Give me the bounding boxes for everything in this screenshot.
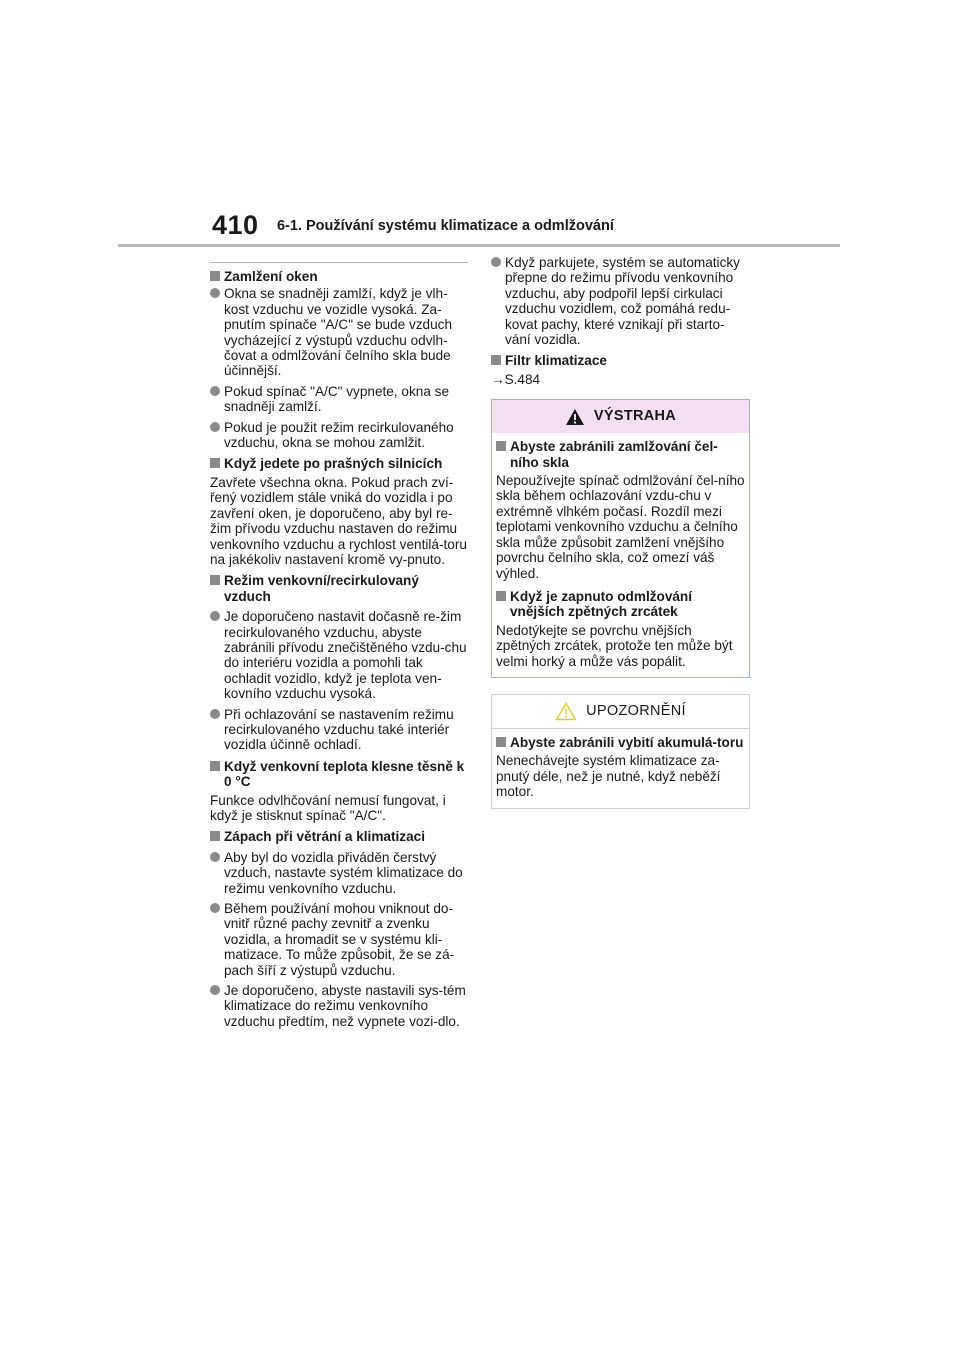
right-column	[491, 255, 750, 809]
page-number: 410	[212, 210, 259, 240]
list-item-text: Aby byl do vozidla přiváděn čerstvý vzduch, nastavte systém klimatizace do režimu venkovního vzduchu.	[224, 849, 463, 896]
square-bullet-icon	[496, 591, 506, 601]
square-bullet-icon	[496, 737, 506, 747]
list-item	[210, 609, 468, 701]
list-item-text: Je doporučeno, abyste nastavili sys-tém klimatizace do režimu venkovního vzduchu předtím, než vypnete vozi-dlo.	[224, 983, 466, 1029]
warning-heading	[496, 439, 745, 470]
section-heading	[210, 456, 468, 471]
heading-text: Filtr klimatizace	[505, 353, 607, 369]
paragraph: Funkce odvlhčování nemusí fungovat, i když je stisknut spínač "A/C".	[210, 792, 446, 823]
square-bullet-icon	[210, 575, 220, 585]
square-bullet-icon	[210, 761, 220, 771]
heading-text: Zápach při větrání a klimatizaci	[224, 829, 425, 845]
list-item-text: Pokud spínač "A/C" vypnete, okna se snadněji zamlží.	[224, 383, 450, 415]
list-item-text: Je doporučeno nastavit dočasně re-žim recirkulovaného vzduchu, abyste zabránili přívodu znečištěného vzdu-chu do interiéru vozidla a pomohli tak ochladit vozidlo, když je teplota ven-kovního vzduchu vysoká.	[224, 609, 467, 702]
list-item	[210, 707, 468, 753]
warning-triangle-icon	[565, 408, 585, 426]
section-heading	[210, 759, 468, 790]
round-bullet-icon	[491, 257, 501, 267]
list-item-text: Okna se snadněji zamlží, když je vlh-kost vzduchu ve vozidle vysoká. Za-pnutím spínače "A/C" se bude vzduch vycházející z výstupů vzduchu odvlh-čovat a odmlžování čelního skla bude účinnější.	[224, 286, 453, 379]
section-heading	[210, 269, 468, 284]
left-column	[210, 262, 468, 1029]
notice-box	[491, 694, 750, 809]
heading-text: Zamlžení oken	[224, 269, 318, 284]
round-bullet-icon	[210, 611, 220, 621]
round-bullet-icon	[210, 386, 220, 396]
list-item	[210, 983, 468, 1029]
list-item-text: Když parkujete, systém se automaticky přepne do režimu přívodu venkovního vzduchu, aby podpořil lepší cirkulaci vzduchu vozidlem, což pomáhá redu-kovat pachy, které vznikají při starto-vání vozidla.	[505, 255, 740, 348]
round-bullet-icon	[210, 288, 220, 298]
notice-box-body	[492, 735, 749, 800]
warning-box-body	[492, 439, 749, 669]
page-reference[interactable]: →S.484	[491, 371, 541, 387]
section-heading	[210, 829, 468, 844]
warning-box-header	[492, 400, 749, 433]
square-bullet-icon	[491, 355, 501, 365]
notice-title: UPOZORNĚNÍ	[586, 702, 686, 719]
caution-triangle-icon	[555, 702, 577, 721]
warning-title: VÝSTRAHA	[593, 408, 677, 425]
list-item	[210, 901, 468, 978]
warning-heading	[496, 589, 745, 620]
heading-text: Abyste zabránili zamlžování čel-ního skla	[510, 439, 718, 470]
heading-text: Režim venkovní/recirkulovaný vzduch	[224, 573, 419, 604]
round-bullet-icon	[210, 985, 220, 995]
column-divider	[210, 262, 468, 263]
heading-text: Když venkovní teplota klesne těsně k 0 °C	[224, 758, 465, 790]
heading-text: Abyste zabránili vybití akumulá-toru	[510, 734, 744, 750]
notice-heading	[496, 735, 745, 750]
heading-text: Když je zapnuto odmlžování vnějších zpětných zrcátek	[510, 588, 693, 620]
list-item-text: Během používání mohou vniknout do-vnitř různé pachy zevnitř a zvenku vozidla, a hromadit se v systému kli-matizace. To může způsobit, že se zá-pach šíří z výstupů vzduchu.	[224, 901, 455, 978]
list-item	[210, 384, 468, 415]
heading-text: Když jedete po prašných silnicích	[224, 456, 443, 472]
list-item	[210, 420, 468, 451]
round-bullet-icon	[210, 709, 220, 719]
warning-text: Nedotýkejte se povrchu vnějších zpětných zrcátek, protože ten může být velmi horký a může vás popálit.	[496, 622, 733, 669]
list-item-text: Při ochlazování se nastavením režimu recirkulovaného vzduchu také interiér vozidla účinně ochladí.	[224, 706, 454, 753]
list-item-text: Pokud je použit režim recirkulovaného vzduchu, okna se mohou zamlžit.	[224, 419, 454, 451]
header-rule	[118, 244, 840, 247]
warning-box	[491, 399, 750, 678]
warning-text: Nepoužívejte spínač odmlžování čel-ního skla během ochlazování vzdu-chu v extrémně vlhkém počasí. Rozdíl mezi teplotami venkovního vzduchu a čelního skla může způsobit zamlžení vnějšího povrchu čelního skla, což omezí váš výhled.	[496, 473, 745, 581]
list-item	[210, 286, 468, 378]
notice-text: Nenechávejte systém klimatizace za-pnutý déle, než je nutné, když neběží motor.	[496, 753, 721, 800]
round-bullet-icon	[210, 903, 220, 913]
paragraph: Zavřete všechna okna. Pokud prach zví-řený vozidlem stále vniká do vozidla i po zavření oken, je doporučeno, aby byl re-žim přívodu vzduchu nastaven do režimu venkovního vzduchu a rychlost ventilá-toru na jakékoliv nastavení kromě vy-pnuto.	[210, 474, 467, 567]
square-bullet-icon	[210, 831, 220, 841]
square-bullet-icon	[496, 441, 506, 451]
square-bullet-icon	[210, 271, 220, 281]
round-bullet-icon	[210, 422, 220, 432]
section-heading	[210, 573, 468, 604]
round-bullet-icon	[210, 852, 220, 862]
notice-box-header	[492, 695, 749, 729]
square-bullet-icon	[210, 458, 220, 468]
section-heading	[491, 353, 750, 368]
list-item	[210, 850, 468, 896]
section-title: 6-1. Používání systému klimatizace a odmlžování	[277, 218, 614, 234]
list-item	[491, 255, 750, 347]
